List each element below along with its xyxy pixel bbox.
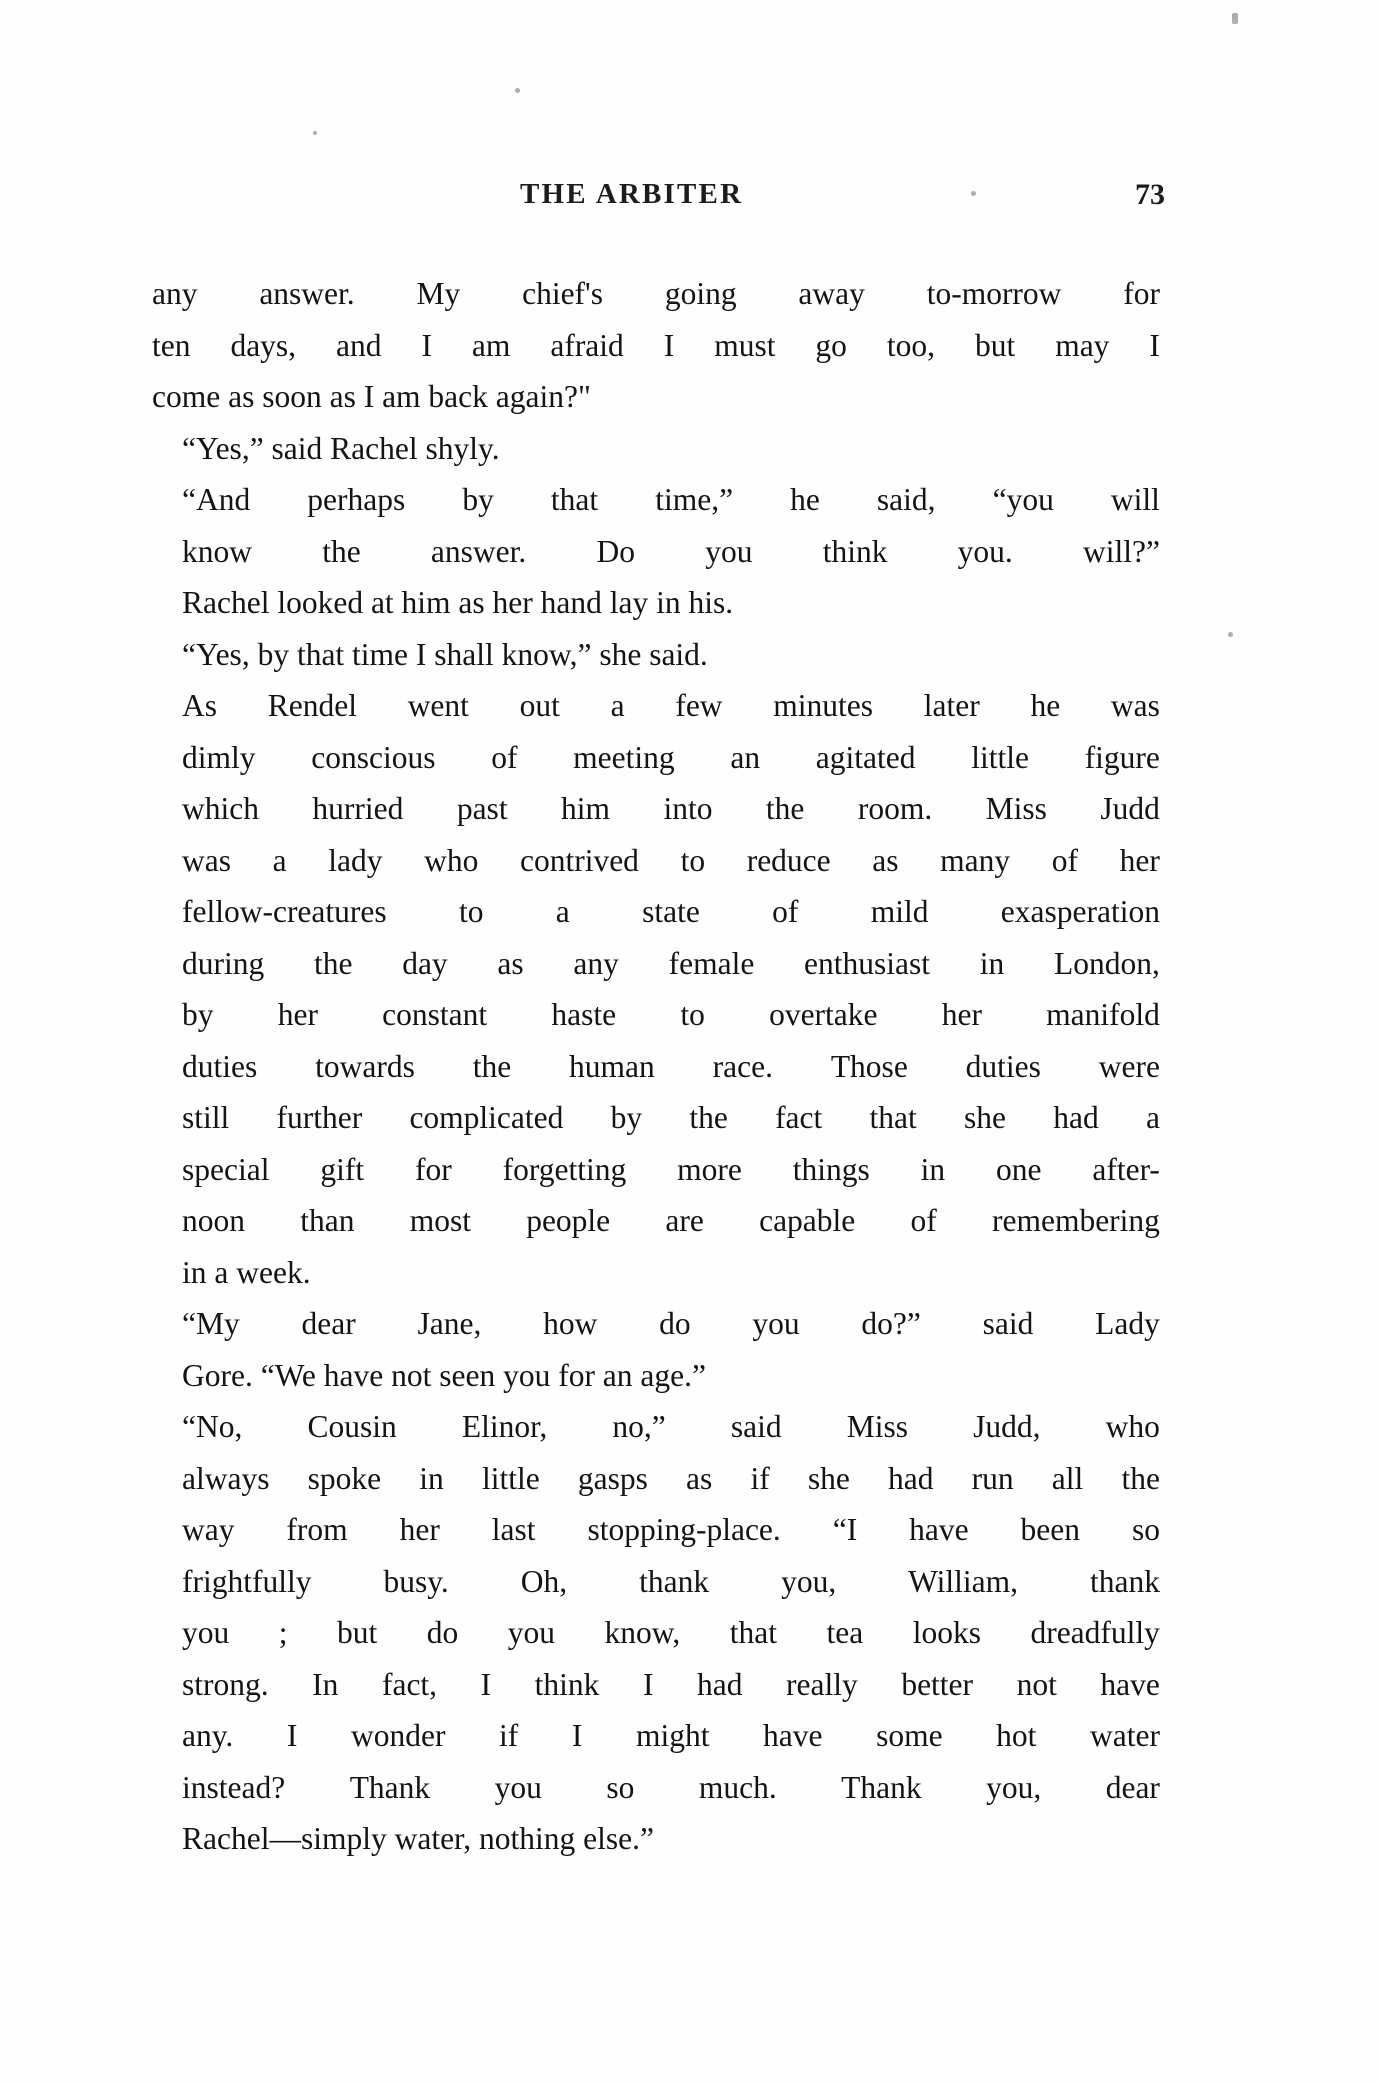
- word: fact: [775, 1100, 823, 1135]
- word: know,: [604, 1615, 681, 1650]
- word: minutes: [773, 688, 874, 723]
- word: by: [182, 997, 214, 1032]
- text-line: [152, 680, 1160, 732]
- word: were: [1098, 1048, 1160, 1084]
- text-line: [152, 1607, 1160, 1659]
- word: gift: [320, 1151, 365, 1187]
- word: answer.: [430, 533, 527, 569]
- word: had: [697, 1666, 743, 1702]
- word: no,”: [612, 1409, 666, 1444]
- word: duties: [182, 1048, 258, 1084]
- word: more: [677, 1151, 742, 1187]
- word: Judd,: [973, 1409, 1041, 1444]
- word: capable: [759, 1203, 856, 1238]
- word: had: [1053, 1100, 1099, 1135]
- word: reduce: [746, 842, 831, 878]
- word: Elinor,: [461, 1409, 548, 1444]
- word: a: [272, 842, 287, 878]
- word: any.: [182, 1718, 234, 1753]
- word: little: [481, 1460, 540, 1496]
- word: dimly: [182, 739, 256, 775]
- text-line: [152, 423, 1160, 475]
- word: race.: [712, 1048, 773, 1084]
- word: going: [664, 276, 737, 311]
- word: “No,: [182, 1409, 243, 1444]
- word: few: [675, 688, 723, 723]
- word: you: [182, 1615, 230, 1650]
- word: tea: [826, 1615, 864, 1650]
- word: really: [786, 1666, 858, 1702]
- paragraph: [152, 680, 1160, 1298]
- running-title: THE ARBITER: [520, 178, 744, 210]
- word: later: [923, 688, 980, 723]
- scan-speck: [1228, 632, 1233, 637]
- word: stopping-place.: [587, 1512, 781, 1547]
- word: state: [642, 894, 700, 929]
- word: Lady: [1095, 1306, 1160, 1341]
- word: I: [480, 1666, 492, 1702]
- word: contrived: [519, 842, 639, 878]
- text-line: [152, 629, 1160, 681]
- word: the: [1121, 1460, 1160, 1496]
- word: to: [458, 894, 484, 929]
- word: was: [1110, 688, 1160, 723]
- word: went: [407, 688, 469, 723]
- word: better: [901, 1666, 974, 1702]
- word: an: [730, 739, 761, 775]
- word: mild: [870, 894, 929, 929]
- word: constant: [382, 997, 488, 1032]
- word: as: [872, 842, 899, 878]
- word: still: [182, 1100, 230, 1135]
- word: had: [888, 1460, 934, 1496]
- word: instead?: [182, 1769, 286, 1805]
- word: Rendel: [267, 688, 357, 723]
- word: away: [798, 276, 865, 311]
- word: into: [663, 791, 713, 826]
- word: must: [714, 327, 776, 363]
- word: further: [276, 1100, 363, 1135]
- word: busy.: [383, 1563, 449, 1599]
- word: been: [1020, 1512, 1081, 1547]
- word: things: [792, 1151, 870, 1187]
- text-line: [152, 1247, 1160, 1299]
- word: her: [277, 997, 318, 1032]
- word: people: [526, 1203, 611, 1238]
- word: always: [182, 1460, 270, 1496]
- word: perhaps: [307, 482, 406, 517]
- word: some: [876, 1718, 943, 1753]
- word: William,: [908, 1563, 1018, 1599]
- word: Do: [596, 533, 635, 569]
- word: said: [730, 1409, 782, 1444]
- word: time,”: [655, 482, 734, 517]
- word: In: [312, 1666, 339, 1702]
- word: hurried: [312, 791, 404, 826]
- word: Judd: [1100, 791, 1160, 826]
- word: thank: [1089, 1563, 1160, 1599]
- word: I: [571, 1718, 583, 1753]
- paragraph: [152, 1298, 1160, 1401]
- word: have: [1100, 1666, 1160, 1702]
- line-text: Rachel—simply water, nothing else.”: [182, 1821, 654, 1856]
- word: to: [680, 997, 705, 1032]
- word: a: [1145, 1100, 1160, 1135]
- word: to-morrow: [926, 276, 1062, 311]
- word: I: [421, 327, 432, 363]
- word: that: [550, 482, 599, 517]
- word: Cousin: [307, 1409, 397, 1444]
- word: I: [1149, 327, 1160, 363]
- paragraph: [152, 268, 1160, 423]
- word: noon: [182, 1203, 245, 1238]
- word: looks: [912, 1615, 981, 1650]
- word: are: [665, 1203, 704, 1238]
- word: by: [462, 482, 494, 517]
- word: by: [610, 1100, 643, 1135]
- word: much.: [698, 1769, 777, 1805]
- word: a: [555, 894, 570, 929]
- word: said,: [876, 482, 936, 517]
- paragraph: [152, 423, 1160, 475]
- word: she: [964, 1100, 1006, 1135]
- scan-speck: [313, 131, 317, 135]
- word: room.: [857, 791, 933, 826]
- word: the: [765, 791, 805, 826]
- word: to: [680, 842, 706, 878]
- word: go: [815, 327, 847, 363]
- word: of: [491, 739, 518, 775]
- word: think: [822, 533, 888, 569]
- word: you: [507, 1615, 555, 1650]
- word: her: [399, 1512, 440, 1547]
- word: how: [543, 1306, 598, 1341]
- word: said: [982, 1306, 1034, 1341]
- word: meeting: [573, 739, 675, 775]
- word: frightfully: [182, 1563, 312, 1599]
- text-line: [152, 1710, 1160, 1762]
- word: many: [940, 842, 1011, 878]
- word: towards: [315, 1048, 415, 1084]
- word: little: [971, 739, 1029, 775]
- word: “And: [182, 482, 251, 517]
- word: ;: [278, 1615, 288, 1650]
- word: days,: [230, 327, 297, 363]
- word: do: [659, 1306, 691, 1341]
- word: of: [1051, 842, 1078, 878]
- word: the: [689, 1100, 728, 1135]
- word: if: [499, 1718, 519, 1753]
- text-line: [152, 1762, 1160, 1814]
- text-line: [152, 268, 1160, 320]
- word: strong.: [182, 1666, 269, 1702]
- word: but: [336, 1615, 378, 1650]
- word: complicated: [409, 1100, 564, 1135]
- text-line: [152, 1401, 1160, 1453]
- word: As: [182, 688, 218, 723]
- text-line: [152, 474, 1160, 526]
- text-line: [152, 1659, 1160, 1711]
- word: way: [182, 1512, 235, 1547]
- word: too,: [886, 327, 936, 363]
- word: duties: [965, 1048, 1041, 1084]
- word: which: [182, 791, 259, 826]
- word: fact,: [381, 1666, 438, 1702]
- word: in: [979, 945, 1005, 981]
- text-line: [152, 1041, 1160, 1093]
- word: who: [424, 842, 479, 878]
- paragraph: [152, 629, 1160, 681]
- text-line: [152, 1453, 1160, 1505]
- word: you,: [781, 1563, 837, 1599]
- word: not: [1016, 1666, 1057, 1702]
- text-line: [152, 732, 1160, 784]
- text-line: [152, 1144, 1160, 1196]
- page-body: [152, 268, 1160, 1865]
- word: My: [416, 276, 461, 311]
- text-line: [152, 835, 1160, 887]
- word: the: [472, 1048, 512, 1084]
- text-line: [152, 577, 1160, 629]
- word: manifold: [1046, 997, 1160, 1032]
- scan-speck: [1232, 13, 1238, 24]
- word: of: [910, 1203, 937, 1238]
- word: dreadfully: [1030, 1615, 1160, 1650]
- word: exasperation: [1000, 894, 1160, 929]
- word: day: [402, 945, 448, 981]
- line-text: in a week.: [182, 1254, 311, 1290]
- word: will?”: [1083, 533, 1160, 569]
- word: answer.: [259, 276, 355, 311]
- word: do?”: [861, 1306, 921, 1341]
- word: in: [419, 1460, 444, 1496]
- page-number: 73: [1135, 178, 1165, 211]
- word: that: [729, 1615, 778, 1650]
- word: and: [336, 327, 382, 363]
- word: London,: [1054, 945, 1160, 981]
- line-text: “Yes, by that time I shall know,” she said.: [182, 636, 708, 672]
- word: her: [1119, 842, 1160, 878]
- word: enthusiast: [804, 945, 931, 981]
- word: but: [974, 327, 1016, 363]
- word: hot: [996, 1718, 1037, 1753]
- word: any: [152, 276, 198, 311]
- word: might: [635, 1718, 710, 1753]
- word: in: [920, 1151, 946, 1187]
- word: you: [752, 1306, 800, 1341]
- word: spoke: [307, 1460, 382, 1496]
- word: Thank: [841, 1769, 922, 1805]
- word: fellow-creatures: [182, 894, 387, 929]
- word: one: [996, 1151, 1042, 1187]
- word: she: [807, 1460, 850, 1496]
- word: so: [606, 1769, 635, 1805]
- word: ten: [152, 327, 191, 363]
- word: have: [909, 1512, 969, 1547]
- word: her: [941, 997, 982, 1032]
- text-line: [152, 886, 1160, 938]
- word: Thank: [349, 1769, 431, 1805]
- word: the: [322, 533, 361, 569]
- word: human: [569, 1048, 655, 1084]
- page-header: [150, 178, 1165, 220]
- word: so: [1131, 1512, 1160, 1547]
- text-line: [152, 1556, 1160, 1608]
- word: for: [1123, 276, 1160, 311]
- word: “I: [832, 1512, 858, 1547]
- word: most: [409, 1203, 471, 1238]
- word: “My: [182, 1306, 240, 1341]
- word: you,: [986, 1769, 1042, 1805]
- word: the: [313, 945, 353, 981]
- scan-speck: [515, 88, 520, 93]
- word: you.: [957, 533, 1013, 569]
- word: all: [1051, 1460, 1084, 1496]
- line-text: Rachel looked at him as her hand lay in his.: [182, 585, 734, 620]
- word: any: [573, 945, 619, 981]
- word: you: [494, 1769, 542, 1805]
- text-line: [152, 1092, 1160, 1144]
- word: Miss: [985, 791, 1047, 826]
- word: than: [300, 1203, 355, 1238]
- word: out: [519, 688, 560, 723]
- word: haste: [551, 997, 617, 1032]
- line-text: come as soon as I am back again?": [152, 379, 591, 414]
- text-line: [152, 1813, 1160, 1865]
- word: that: [869, 1100, 917, 1135]
- word: Those: [830, 1048, 908, 1084]
- text-line: [152, 1504, 1160, 1556]
- word: as: [686, 1460, 713, 1496]
- word: do: [426, 1615, 459, 1650]
- word: Jane,: [417, 1306, 482, 1341]
- word: of: [772, 894, 799, 929]
- word: may: [1055, 327, 1110, 363]
- text-line: [152, 320, 1160, 372]
- word: past: [456, 791, 508, 826]
- line-text: Gore. “We have not seen you for an age.”: [182, 1357, 706, 1393]
- word: special: [182, 1151, 270, 1187]
- word: am: [471, 327, 511, 363]
- word: if: [750, 1460, 770, 1496]
- word: Oh,: [520, 1563, 568, 1599]
- word: run: [971, 1460, 1014, 1496]
- word: who: [1105, 1409, 1160, 1444]
- line-text: “Yes,” said Rachel shyly.: [182, 430, 500, 466]
- word: lady: [328, 842, 383, 878]
- word: know: [182, 533, 252, 569]
- word: him: [561, 791, 611, 826]
- word: remembering: [992, 1203, 1160, 1238]
- word: for: [414, 1151, 452, 1187]
- word: thank: [639, 1563, 710, 1599]
- word: you: [705, 533, 753, 569]
- text-line: [152, 989, 1160, 1041]
- word: he: [1030, 688, 1061, 723]
- word: conscious: [311, 739, 436, 775]
- word: during: [182, 945, 265, 981]
- word: dear: [1105, 1769, 1160, 1805]
- word: overtake: [769, 997, 878, 1032]
- word: after-: [1092, 1151, 1160, 1187]
- word: he: [790, 482, 820, 517]
- paragraph: [152, 1401, 1160, 1865]
- word: from: [286, 1512, 348, 1547]
- word: I: [286, 1718, 298, 1753]
- word: gasps: [577, 1460, 648, 1496]
- word: water: [1090, 1718, 1160, 1753]
- text-line: [152, 371, 1160, 423]
- word: I: [642, 1666, 654, 1702]
- word: have: [763, 1718, 823, 1753]
- word: agitated: [815, 739, 916, 775]
- text-line: [152, 1350, 1160, 1402]
- word: figure: [1084, 739, 1160, 775]
- text-line: [152, 1298, 1160, 1350]
- paragraph: [152, 474, 1160, 629]
- word: chief's: [522, 276, 603, 311]
- word: last: [491, 1512, 536, 1547]
- word: as: [497, 945, 524, 981]
- word: forgetting: [502, 1151, 627, 1187]
- word: “you: [992, 482, 1054, 517]
- word: wonder: [350, 1718, 446, 1753]
- word: a: [610, 688, 625, 723]
- word: dear: [301, 1306, 356, 1341]
- word: afraid: [550, 327, 624, 363]
- text-line: [152, 783, 1160, 835]
- text-line: [152, 1195, 1160, 1247]
- word: female: [668, 945, 755, 981]
- text-line: [152, 938, 1160, 990]
- word: I: [663, 327, 675, 363]
- word: will: [1110, 482, 1160, 517]
- word: Miss: [846, 1409, 909, 1444]
- word: was: [182, 842, 231, 878]
- text-line: [152, 526, 1160, 578]
- word: think: [534, 1666, 600, 1702]
